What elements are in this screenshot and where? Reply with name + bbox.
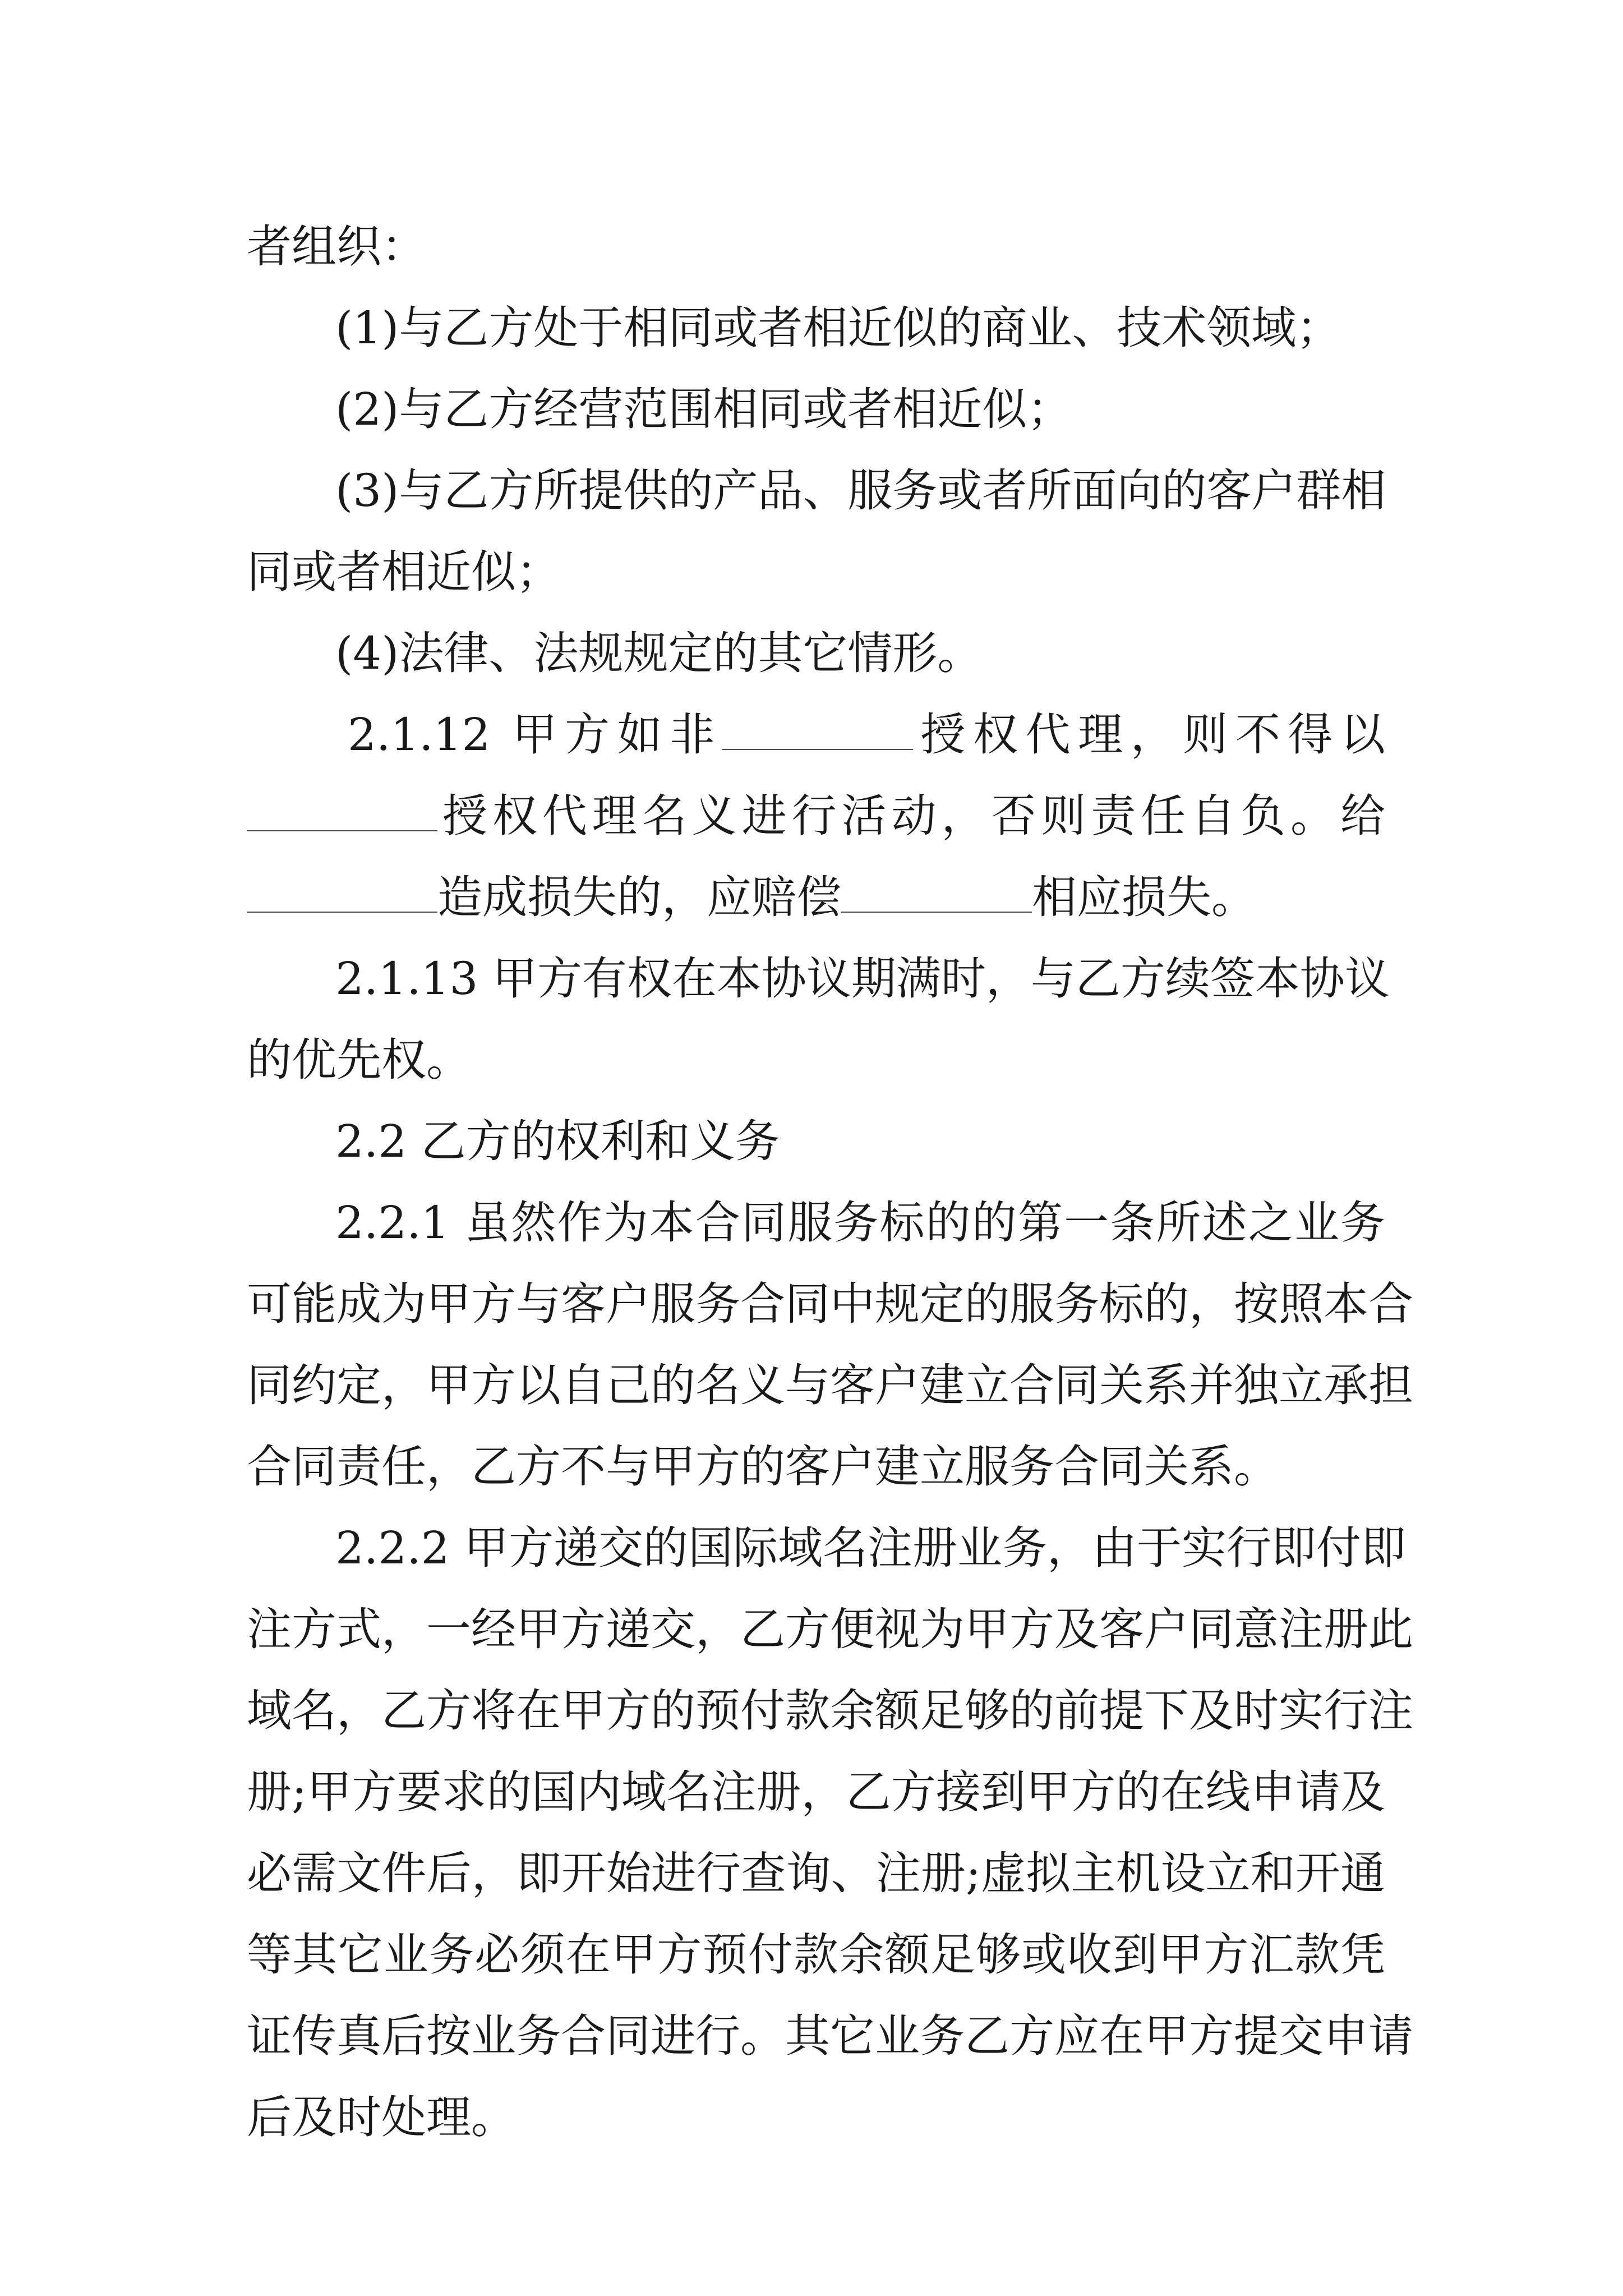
section-heading: 2.2 乙方的权利和义务 bbox=[335, 1115, 780, 1167]
list-item: (4)法律、法规规定的其它情形。 bbox=[335, 627, 983, 679]
text-line: 的优先权。 bbox=[247, 1034, 471, 1086]
text-line bbox=[247, 853, 1385, 942]
clause-text: 造成损失的，应赔偿 bbox=[437, 871, 841, 923]
text-line: 域名，乙方将在甲方的预付款余额足够的前提下及时实行注 bbox=[247, 1685, 1413, 1737]
clause-2-2-1: 2.2.1 虽然作为本合同服务标的的第一条所述之业务 bbox=[335, 1197, 1385, 1249]
clause-text: 2.1.12 甲方如非 bbox=[348, 708, 722, 761]
text-line: 后及时处理。 bbox=[247, 2091, 516, 2143]
clause-2-1-12 bbox=[348, 690, 1385, 780]
text-line: 证传真后按业务合同进行。其它业务乙方应在甲方提交申请 bbox=[247, 2010, 1413, 2062]
list-item: (1)与乙方处于相同或者相近似的商业、技术领域； bbox=[335, 302, 1341, 354]
list-item: (2)与乙方经营范围相同或者相近似； bbox=[335, 383, 1072, 435]
blank-underline bbox=[722, 710, 913, 750]
text-line: 可能成为甲方与客户服务合同中规定的服务标的，按照本合 bbox=[247, 1278, 1413, 1330]
text-line: 合同责任，乙方不与甲方的客户建立服务合同关系。 bbox=[247, 1441, 1279, 1493]
text-line: 册;甲方要求的国内域名注册，乙方接到甲方的在线申请及 bbox=[247, 1766, 1385, 1818]
list-item: (3)与乙方所提供的产品、服务或者所面向的客户群相 bbox=[335, 464, 1386, 517]
text-line: 注方式，一经甲方递交，乙方便视为甲方及客户同意注册此 bbox=[247, 1603, 1413, 1655]
text-line: 同或者相近似； bbox=[247, 546, 561, 598]
text-line: 者组织： bbox=[247, 220, 426, 273]
text-line: 同约定，甲方以自己的名义与客户建立合同关系并独立承担 bbox=[247, 1359, 1413, 1411]
clause-text: 相应损失。 bbox=[1032, 871, 1256, 923]
clause-text: 授权代理名义进行活动，否则责任自负。给 bbox=[437, 790, 1385, 842]
blank-underline bbox=[247, 872, 437, 913]
text-line: 等其它业务必须在甲方预付款余额足够或收到甲方汇款凭 bbox=[247, 1929, 1385, 1981]
text-line bbox=[247, 771, 1385, 861]
blank-underline bbox=[841, 872, 1032, 913]
clause-2-1-13: 2.1.13 甲方有权在本协议期满时，与乙方续签本协议 bbox=[335, 953, 1390, 1005]
clause-2-2-2: 2.2.2 甲方递交的国际域名注册业务，由于实行即付即 bbox=[335, 1522, 1406, 1574]
blank-underline bbox=[247, 791, 437, 831]
text-line: 必需文件后，即开始进行查询、注册;虚拟主机设立和开通 bbox=[247, 1847, 1385, 1899]
clause-text: 授权代理，则不得以 bbox=[912, 708, 1385, 761]
